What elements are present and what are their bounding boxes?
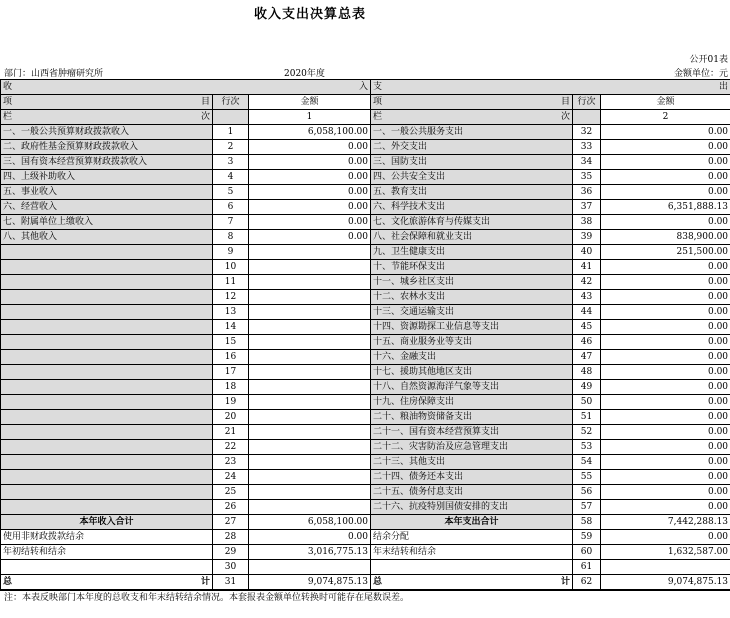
expense-item: 十三、交通运输支出 <box>371 305 573 320</box>
table-row <box>1 455 730 470</box>
table-row <box>1 365 730 380</box>
income-item <box>1 500 213 515</box>
expense-amount: 0.00 <box>601 290 730 305</box>
expense-amount: 0.00 <box>601 485 730 500</box>
beginning-balance-amount: 3,016,775.13 <box>249 545 371 560</box>
income-item: 一、一般公共预算财政拨款收入 <box>1 125 213 140</box>
amount-header-right: 金额 <box>601 95 730 110</box>
ending-balance-amount: 1,632,587.00 <box>601 545 730 560</box>
nonfiscal-row <box>1 530 730 545</box>
expense-item: 二十、粮油物资储备支出 <box>371 410 573 425</box>
expense-amount: 0.00 <box>601 260 730 275</box>
income-row-no: 3 <box>213 155 249 170</box>
income-item <box>1 290 213 305</box>
income-row-no: 20 <box>213 410 249 425</box>
table-body <box>1 125 730 515</box>
total-row <box>1 515 730 530</box>
amount-unit: 金额单位：元 <box>673 69 728 79</box>
expense-amount: 0.00 <box>601 185 730 200</box>
income-item: 六、经营收入 <box>1 200 213 215</box>
expense-item: 七、文化旅游体育与传媒支出 <box>371 215 573 230</box>
grand-total-amount-right: 9,074,875.13 <box>601 575 730 591</box>
income-row-no: 18 <box>213 380 249 395</box>
income-amount <box>249 245 371 260</box>
distribution-no: 59 <box>573 530 601 545</box>
income-item <box>1 320 213 335</box>
table-row <box>1 200 730 215</box>
income-amount: 0.00 <box>249 230 371 245</box>
expense-amount: 0.00 <box>601 155 730 170</box>
income-amount: 0.00 <box>249 140 371 155</box>
income-amount <box>249 380 371 395</box>
income-item <box>1 470 213 485</box>
income-item <box>1 305 213 320</box>
expense-row-no: 57 <box>573 500 601 515</box>
expense-amount: 0.00 <box>601 275 730 290</box>
expense-amount: 0.00 <box>601 365 730 380</box>
income-row-no: 24 <box>213 470 249 485</box>
income-amount <box>249 305 371 320</box>
form-number: 公开01表 <box>689 55 728 65</box>
income-row-no: 13 <box>213 305 249 320</box>
expense-item: 十八、自然资源海洋气象等支出 <box>371 380 573 395</box>
expense-item: 九、卫生健康支出 <box>371 245 573 260</box>
income-item: 五、事业收入 <box>1 185 213 200</box>
income-amount <box>249 260 371 275</box>
summary-table <box>0 79 730 591</box>
income-item <box>1 410 213 425</box>
income-row-no: 23 <box>213 455 249 470</box>
expense-row-no: 37 <box>573 200 601 215</box>
expense-row-no: 51 <box>573 410 601 425</box>
income-item <box>1 275 213 290</box>
income-item <box>1 485 213 500</box>
expense-amount: 0.00 <box>601 170 730 185</box>
income-row-no: 1 <box>213 125 249 140</box>
income-item <box>1 335 213 350</box>
income-item: 七、附属单位上缴收入 <box>1 215 213 230</box>
table-row <box>1 350 730 365</box>
income-item <box>1 425 213 440</box>
expense-item: 一、一般公共服务支出 <box>371 125 573 140</box>
income-item: 八、其他收入 <box>1 230 213 245</box>
income-amount <box>249 275 371 290</box>
expense-item: 二十六、抗疫特别国债安排的支出 <box>371 500 573 515</box>
income-item: 三、国有资本经营预算财政拨款收入 <box>1 155 213 170</box>
expense-item: 十九、住房保障支出 <box>371 395 573 410</box>
expense-amount: 0.00 <box>601 380 730 395</box>
table-row <box>1 275 730 290</box>
table-row <box>1 335 730 350</box>
expense-amount: 0.00 <box>601 125 730 140</box>
expense-item: 三、国防支出 <box>371 155 573 170</box>
table-row <box>1 410 730 425</box>
expense-item: 十一、城乡社区支出 <box>371 275 573 290</box>
expense-item: 十四、资源勘探工业信息等支出 <box>371 320 573 335</box>
income-row-no: 17 <box>213 365 249 380</box>
expense-item: 二、外交支出 <box>371 140 573 155</box>
blank-row-no-right: 61 <box>573 560 601 575</box>
expense-row-no: 55 <box>573 470 601 485</box>
income-row-no: 14 <box>213 320 249 335</box>
expense-total-label: 本年支出合计 <box>371 515 573 530</box>
expense-amount: 0.00 <box>601 500 730 515</box>
header-row-income-expense <box>1 80 730 95</box>
expense-row-no: 56 <box>573 485 601 500</box>
carryover-row <box>1 545 730 560</box>
income-item <box>1 260 213 275</box>
expense-item: 四、公共安全支出 <box>371 170 573 185</box>
expense-total-no: 58 <box>573 515 601 530</box>
income-item <box>1 395 213 410</box>
expense-row-no: 53 <box>573 440 601 455</box>
table-row <box>1 395 730 410</box>
expense-section-header: 支 出 <box>371 80 730 95</box>
row-no-header-right: 行次 <box>573 95 601 110</box>
income-item: 二、政府性基金预算财政拨款收入 <box>1 140 213 155</box>
income-row-no: 5 <box>213 185 249 200</box>
expense-item: 十二、农林水支出 <box>371 290 573 305</box>
income-amount <box>249 410 371 425</box>
expense-amount: 0.00 <box>601 470 730 485</box>
ending-balance-label: 年末结转和结余 <box>371 545 573 560</box>
income-row-no: 4 <box>213 170 249 185</box>
nonfiscal-label: 使用非财政拨款结余 <box>1 530 213 545</box>
income-amount <box>249 350 371 365</box>
expense-row-no: 40 <box>573 245 601 260</box>
expense-row-no: 54 <box>573 455 601 470</box>
income-amount <box>249 395 371 410</box>
column-index-label-right: 栏 次 <box>371 110 573 125</box>
table-row <box>1 215 730 230</box>
amount-header-left: 金额 <box>249 95 371 110</box>
income-row-no: 8 <box>213 230 249 245</box>
row-no-header-left: 行次 <box>213 95 249 110</box>
footnote: 注：本表反映部门本年度的总收支和年末结转结余情况。本套报表金额单位转换时可能存在尾数误差。 <box>4 593 410 603</box>
expense-row-no: 45 <box>573 320 601 335</box>
table-row <box>1 485 730 500</box>
expense-amount: 0.00 <box>601 440 730 455</box>
income-item <box>1 455 213 470</box>
expense-row-no: 50 <box>573 395 601 410</box>
income-amount <box>249 500 371 515</box>
income-row-no: 15 <box>213 335 249 350</box>
expense-item: 六、科学技术支出 <box>371 200 573 215</box>
expense-amount: 0.00 <box>601 320 730 335</box>
income-amount <box>249 455 371 470</box>
header-row-columns <box>1 95 730 110</box>
expense-item: 二十四、债务还本支出 <box>371 470 573 485</box>
grand-total-no-left: 31 <box>213 575 249 591</box>
income-row-no: 6 <box>213 200 249 215</box>
income-amount <box>249 470 371 485</box>
income-amount: 0.00 <box>249 215 371 230</box>
income-amount: 0.00 <box>249 185 371 200</box>
income-item <box>1 380 213 395</box>
expense-row-no: 32 <box>573 125 601 140</box>
expense-item: 十、节能环保支出 <box>371 260 573 275</box>
expense-row-no: 36 <box>573 185 601 200</box>
grand-total-label-right: 总 计 <box>371 575 573 591</box>
fiscal-year: 2020年度 <box>284 69 325 79</box>
expense-amount: 0.00 <box>601 425 730 440</box>
expense-amount: 0.00 <box>601 395 730 410</box>
nonfiscal-no: 28 <box>213 530 249 545</box>
income-row-no: 9 <box>213 245 249 260</box>
grand-total-label-left: 总 计 <box>1 575 213 591</box>
nonfiscal-amount: 0.00 <box>249 530 371 545</box>
report-title: 收入支出决算总表 <box>253 7 366 22</box>
table-row <box>1 320 730 335</box>
income-amount <box>249 335 371 350</box>
income-item <box>1 245 213 260</box>
expense-row-no: 48 <box>573 365 601 380</box>
expense-item: 二十三、其他支出 <box>371 455 573 470</box>
expense-row-no: 43 <box>573 290 601 305</box>
table-row <box>1 125 730 140</box>
beginning-balance-label: 年初结转和结余 <box>1 545 213 560</box>
income-amount: 6,058,100.00 <box>249 125 371 140</box>
expense-amount: 251,500.00 <box>601 245 730 260</box>
table-row <box>1 245 730 260</box>
income-amount <box>249 440 371 455</box>
income-amount: 0.00 <box>249 170 371 185</box>
income-total-label: 本年收入合计 <box>1 515 213 530</box>
expense-row-no: 52 <box>573 425 601 440</box>
header-row-column-index <box>1 110 730 125</box>
income-total-no: 27 <box>213 515 249 530</box>
income-row-no: 2 <box>213 140 249 155</box>
income-total-amount: 6,058,100.00 <box>249 515 371 530</box>
blank-row-no-left: 30 <box>213 560 249 575</box>
expense-item: 十六、金融支出 <box>371 350 573 365</box>
income-amount: 0.00 <box>249 155 371 170</box>
table-row <box>1 230 730 245</box>
income-row-no: 25 <box>213 485 249 500</box>
income-row-no: 11 <box>213 275 249 290</box>
expense-row-no: 47 <box>573 350 601 365</box>
expense-row-no: 41 <box>573 260 601 275</box>
expense-row-no: 42 <box>573 275 601 290</box>
income-amount: 0.00 <box>249 200 371 215</box>
distribution-amount: 0.00 <box>601 530 730 545</box>
expense-amount: 0.00 <box>601 410 730 425</box>
expense-item: 十五、商业服务业等支出 <box>371 335 573 350</box>
grand-total-amount-left: 9,074,875.13 <box>249 575 371 591</box>
department-label: 部门：山西省肿瘤研究所 <box>4 69 104 79</box>
expense-row-no: 35 <box>573 170 601 185</box>
income-item <box>1 440 213 455</box>
table-row <box>1 425 730 440</box>
income-item <box>1 350 213 365</box>
income-section-header: 收 入 <box>1 80 371 95</box>
income-amount <box>249 320 371 335</box>
income-row-no: 22 <box>213 440 249 455</box>
blank-row <box>1 560 730 575</box>
expense-row-no: 44 <box>573 305 601 320</box>
expense-amount: 0.00 <box>601 215 730 230</box>
table-row <box>1 500 730 515</box>
income-amount <box>249 485 371 500</box>
income-amount <box>249 425 371 440</box>
income-row-no: 12 <box>213 290 249 305</box>
table-row <box>1 305 730 320</box>
income-row-no: 19 <box>213 395 249 410</box>
income-item: 四、上级补助收入 <box>1 170 213 185</box>
expense-amount: 0.00 <box>601 455 730 470</box>
table-row <box>1 440 730 455</box>
ending-balance-no: 60 <box>573 545 601 560</box>
table-row <box>1 380 730 395</box>
expense-item: 五、教育支出 <box>371 185 573 200</box>
expense-item: 二十二、灾害防治及应急管理支出 <box>371 440 573 455</box>
expense-amount: 0.00 <box>601 305 730 320</box>
income-row-no: 7 <box>213 215 249 230</box>
income-row-no: 26 <box>213 500 249 515</box>
distribution-label: 结余分配 <box>371 530 573 545</box>
beginning-balance-no: 29 <box>213 545 249 560</box>
expense-item: 二十一、国有资本经营预算支出 <box>371 425 573 440</box>
table-row <box>1 260 730 275</box>
table-row <box>1 170 730 185</box>
income-amount <box>249 290 371 305</box>
expense-item: 八、社会保障和就业支出 <box>371 230 573 245</box>
income-row-no: 16 <box>213 350 249 365</box>
column-index-1: 1 <box>249 110 371 125</box>
expense-amount: 0.00 <box>601 350 730 365</box>
expense-row-no: 49 <box>573 380 601 395</box>
table-row <box>1 290 730 305</box>
column-index-label-left: 栏 次 <box>1 110 213 125</box>
expense-amount: 6,351,888.13 <box>601 200 730 215</box>
expense-amount: 0.00 <box>601 335 730 350</box>
item-header-left: 项 目 <box>1 95 213 110</box>
income-amount <box>249 365 371 380</box>
grand-total-row <box>1 575 730 591</box>
expense-row-no: 33 <box>573 140 601 155</box>
expense-total-amount: 7,442,288.13 <box>601 515 730 530</box>
grand-total-no-right: 62 <box>573 575 601 591</box>
table-row <box>1 470 730 485</box>
expense-row-no: 46 <box>573 335 601 350</box>
expense-amount: 0.00 <box>601 140 730 155</box>
table-row <box>1 155 730 170</box>
expense-amount: 838,900.00 <box>601 230 730 245</box>
expense-item: 十七、援助其他地区支出 <box>371 365 573 380</box>
income-item <box>1 365 213 380</box>
income-row-no: 21 <box>213 425 249 440</box>
expense-row-no: 39 <box>573 230 601 245</box>
expense-row-no: 38 <box>573 215 601 230</box>
income-row-no: 10 <box>213 260 249 275</box>
item-header-right: 项 目 <box>371 95 573 110</box>
expense-item: 二十五、债务付息支出 <box>371 485 573 500</box>
table-row <box>1 140 730 155</box>
table-row <box>1 185 730 200</box>
column-index-2: 2 <box>601 110 730 125</box>
expense-row-no: 34 <box>573 155 601 170</box>
